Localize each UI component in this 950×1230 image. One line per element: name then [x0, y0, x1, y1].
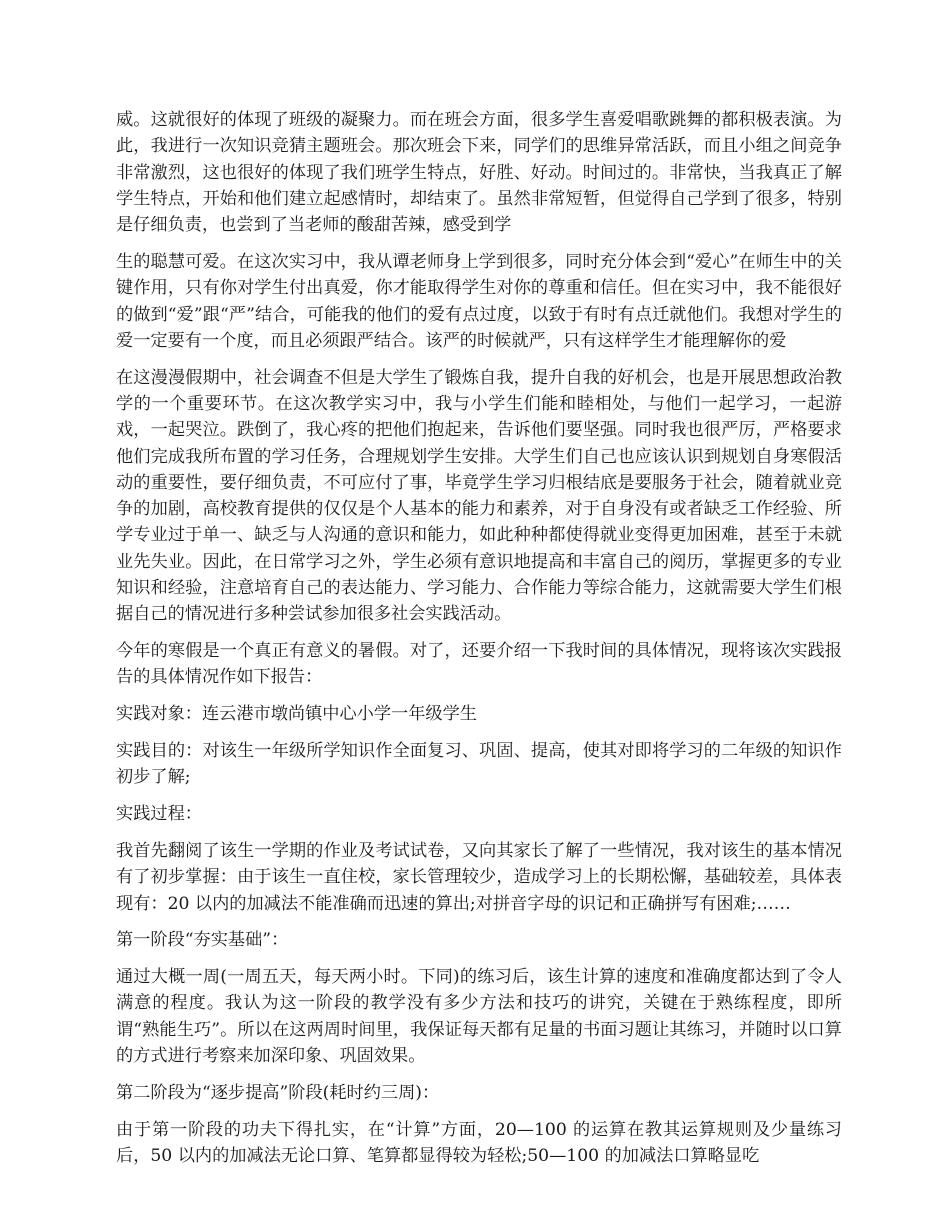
paragraph-3: 在这漫漫假期中，社会调查不但是大学生了锻炼自我，提升自我的好机会，也是开展思想政治教学的一个重要环节。在这次教学实习中，我与小学生们能和睦相处，与他们一起学习，一起游戏，一起哭泣。跌倒了，我心疼的把他们抱起来，告诉他们要坚强。同时我也很严厉，严格要求他们完成我所布置的学习任务，合理规划学生安排。大学生们自己也应该认识到规划自身寒假活动的重要性，要仔细负责，不可应付了事，毕竟学生学习归根结底是要服务于社会，随着就业竞争的加剧，高校教育提供的仅仅是个人基本的能力和素养，对于自身没有或者缺乏工作经验、所学专业过于单一、缺乏与人沟通的意识和能力，如此种种都使得就业变得更加困难，甚至于未就业先失业。因此，在日常学习之外，学生必须有意识地提高和丰富自己的阅历，掌握更多的专业知识和经验，注意培育自己的表达能力、学习能力、合作能力等综合能力，这就需要大学生们根据自己的情况进行多种尝试参加很多社会实践活动。 [116, 367, 842, 625]
paragraph-5: 实践对象：连云港市墩尚镇中心小学一年级学生 [116, 704, 477, 725]
document-page [116, 107, 842, 1180]
paragraph-4: 今年的寒假是一个真正有意义的暑假。对了，还要介绍一下我时间的具体情况，现将该次实践报告的具体情况作如下报告： [116, 641, 842, 688]
paragraph-7: 实践过程： [116, 804, 202, 825]
paragraph-1: 威。这就很好的体现了班级的凝聚力。而在班会方面，很多学生喜爱唱歌跳舞的都积极表演。为此，我进行一次知识竞猜主题班会。那次班会下来，同学们的思维异常活跃，而且小组之间竞争非常激烈，这也很好的体现了我们班学生特点，好胜、好动。时间过的。非常快，当我真正了解学生特点，开始和他们建立起感情时，却结束了。虽然非常短暂，但觉得自己学到了很多，特别是仔细负责，也尝到了当老师的酸甜苦辣，感受到学 [116, 110, 842, 236]
paragraph-9: 第一阶段“夯实基础”： [116, 930, 289, 951]
paragraph-11: 第二阶段为“逐步提高”阶段(耗时约三周)： [116, 1082, 440, 1103]
paragraph-2: 生的聪慧可爱。在这次实习中，我从谭老师身上学到很多，同时充分体会到“爱心”在师生中的关键作用，只有你对学生付出真爱，你才能取得学生对你的尊重和信任。但在实习中，我不能很好的做到“爱”跟“严”结合，可能我的他们的爱有点过度，以致于有时有点迁就他们。我想对学生的爱一定要有一个度，而且必须跟严结合。该严的时候就严，只有这样学生才能理解你的爱 [116, 251, 842, 351]
paragraph-8: 我首先翻阅了该生一学期的作业及考试试卷，又向其家长了解了一些情况，我对该生的基本情况有了初步掌握：由于该生一直住校，家长管理较少，造成学习上的长期松懈，基础较差，具体表现有：20 以内的加减法不能准确而迅速的算出;对拼音字母的识记和正确拼写有困难;…… [116, 840, 842, 914]
paragraph-12: 由于第一阶段的功夫下得扎实，在“计算”方面，20—100 的运算在教其运算规则及少量练习后，50 以内的加减法无论口算、笔算都显得较为轻松;50—100 的加减法口算略显吃 [116, 1119, 842, 1166]
paragraph-6: 实践目的：对该生一年级所学知识作全面复习、巩固、提高，使其对即将学习的二年级的知识作初步了解; [116, 741, 842, 788]
paragraph-10: 通过大概一周(一周五天，每天两小时。下同)的练习后，该生计算的速度和准确度都达到了令人满意的程度。我认为这一阶段的教学没有多少方法和技巧的讲究，关键在于熟练程度，即所谓“熟能生巧”。所以在这两周时间里，我保证每天都有足量的书面习题让其练习，并随时以口算的方式进行考察来加深印象、巩固效果。 [116, 967, 842, 1066]
